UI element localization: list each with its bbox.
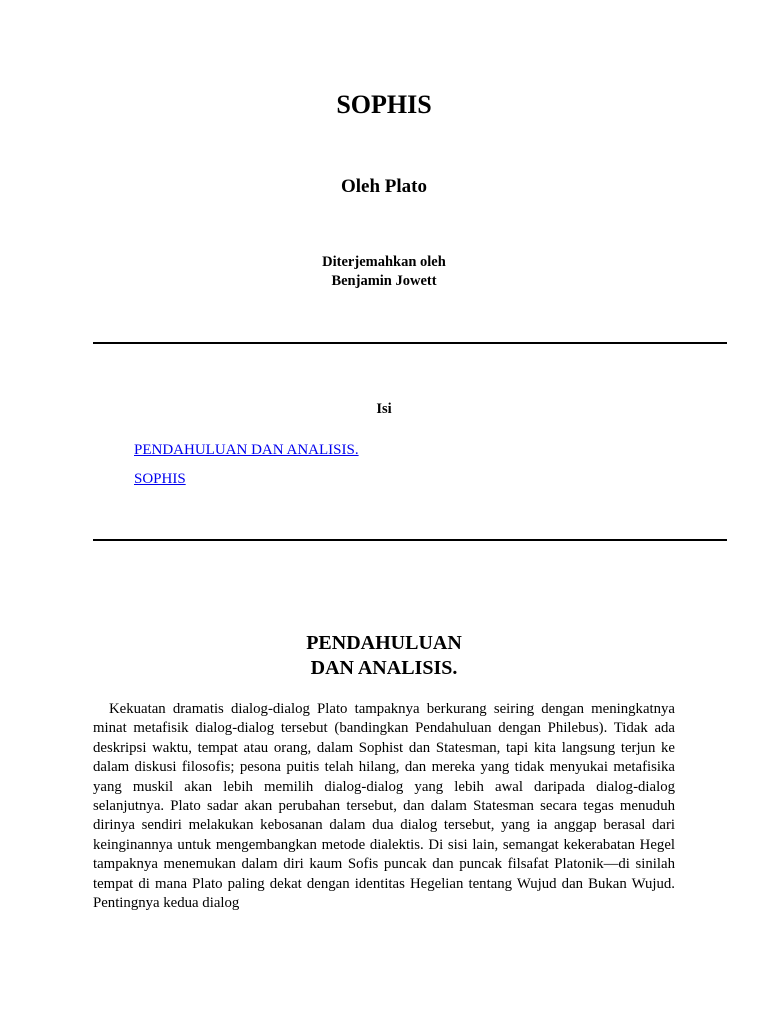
toc-link-sophis[interactable]: SOPHIS (134, 471, 186, 487)
translator-credit (0, 253, 768, 291)
section-heading (0, 631, 768, 681)
translator-label: Diterjemahkan oleh (322, 254, 446, 270)
divider-top (93, 342, 727, 344)
document-title: SOPHIS (336, 90, 432, 119)
body-paragraph: Kekuatan dramatis dialog-dialog Plato tampaknya berkurang seiring dengan meningkatnya minat metafisik dialog-dialog tersebut (bandingkan Pendahuluan dengan Philebus). Tidak ada deskripsi waktu, tempat atau orang, dalam Sophist dan Statesman, tapi kita langsung terjun ke dalam diskusi filosofis; pesona puitis telah hilang, dan mereka yang tidak menyukai metafisika yang muskil akan lebih memilih dialog-dialog yang lebih awal daripada dialog-dialog selanjutnya. Plato sadar akan perubahan tersebut, dan dalam Statesman secara tegas menuduh dirinya sendiri melakukan kebosanan dalam dua dialog tersebut, yang ia anggap berasal dari keinginannya untuk mengembangkan metode dialektis. Di sisi lain, semangat kekerabatan Hegel tampaknya menemukan dalam diri kaum Sofis puncak dan puncak filsafat Platonik—di sinilah tempat di mana Plato paling dekat dengan identitas Hegelian tentang Wujud dan Bukan Wujud. Pentingnya kedua dialog (93, 701, 675, 912)
toc-heading: Isi (376, 401, 392, 417)
translator-name: Benjamin Jowett (331, 273, 437, 289)
section-heading-line-1: PENDAHULUAN (306, 632, 462, 654)
divider-bottom (93, 539, 727, 541)
toc-link-introduction[interactable]: PENDAHULUAN DAN ANALISIS. (134, 442, 359, 458)
document-author: Oleh Plato (340, 176, 428, 197)
section-heading-line-2: DAN ANALISIS. (310, 657, 458, 679)
